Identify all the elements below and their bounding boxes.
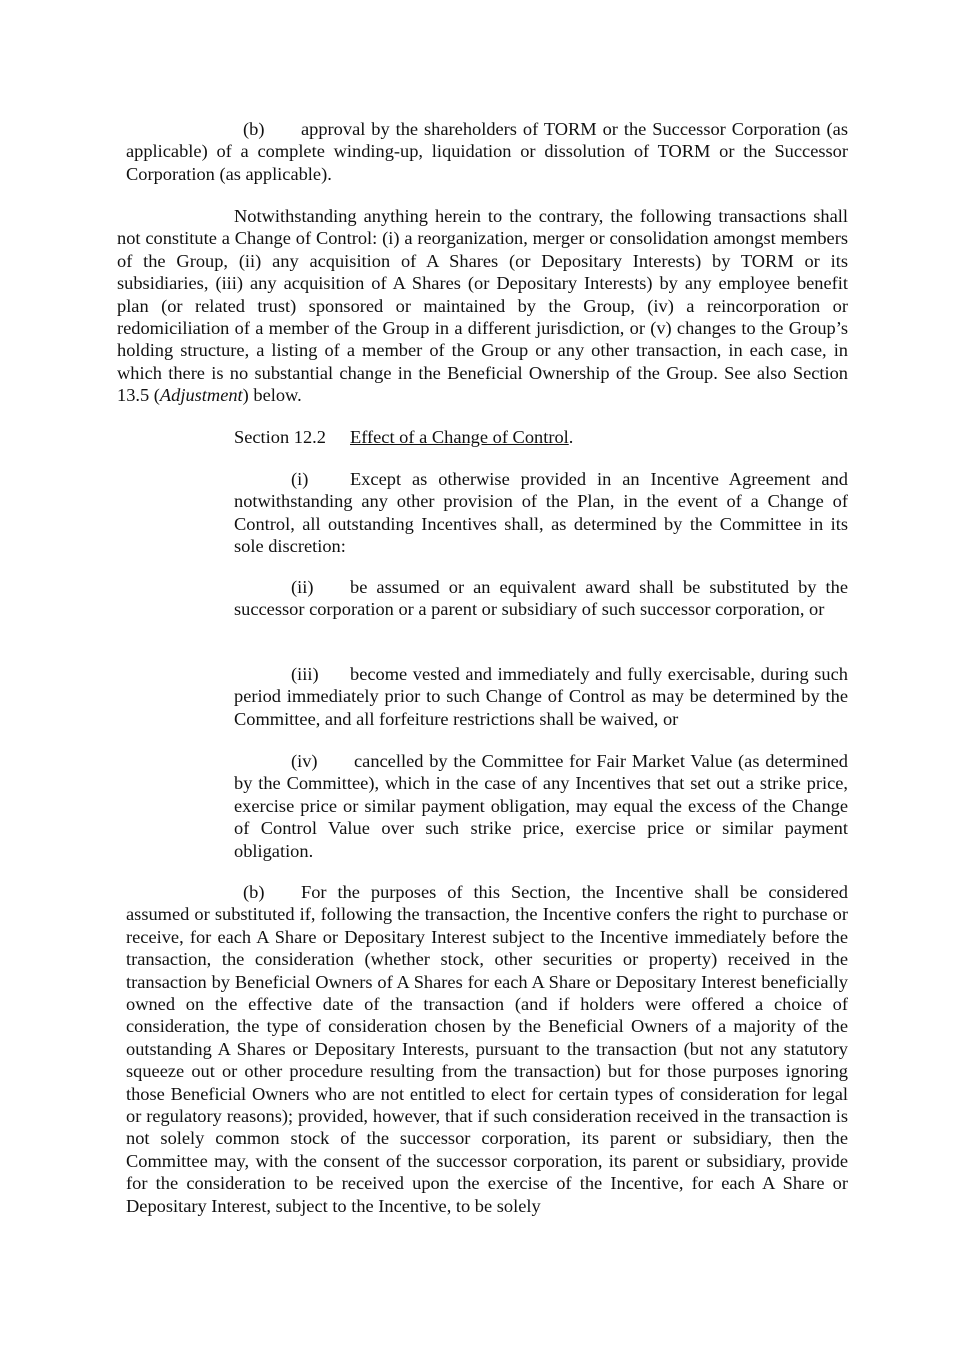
paragraph-notwithstanding (117, 205, 848, 407)
item-label: (iii) (291, 664, 319, 684)
item-iii (234, 663, 848, 730)
item-label: (i) (291, 469, 309, 489)
item-label: (ii) (291, 577, 314, 597)
paragraph-b-purposes (126, 881, 848, 1217)
section-title: Effect of a Change of Control (350, 427, 569, 447)
paragraph-text: approval by the shareholders of TORM or the Successor Corporation (as applicable) of a complete winding-up, liquidation or dissolution of TORM or the Successor Corporation (as applicable). (126, 119, 848, 184)
item-text: be assumed or an equivalent award shall be substituted by the successor corporation or a parent or subsidiary of such successor corporation, or (234, 577, 848, 620)
item-text: Except as otherwise provided in an Incentive Agreement and notwithstanding any other provision of the Plan, in the event of a Change of Control, all outstanding Incentives shall, as determined by the Committee in its sole discretion: (234, 469, 848, 557)
paragraph-label: (b) (243, 882, 265, 902)
adjustment-reference: Adjustment (159, 385, 243, 406)
item-iv (234, 750, 848, 862)
section-title-end: . (568, 427, 574, 447)
paragraph-text: For the purposes of this Section, the Incentive shall be considered assumed or substituted if, following the transaction, the Incentive confers the right to purchase or receive, for each A Share or Depositary Interest subject to the Incentive immediately before the transaction, the consideration (whether stock, other securities or property) received in the transaction by Beneficial Owners of A Shares for each A Share or Depositary Interest beneficially owned on the effective date of the transaction (and if holders were offered a choice of consideration, the type of consideration chosen by the Beneficial Owners of a majority of the outstanding A Shares or Depositary Interests, pursuant to the transaction (but not any statutory squeeze out or other procedure resulting from the transaction) but for those purposes ignoring those Beneficial Owners who are not entitled to elect for certain types of consideration for legal or regulatory reasons); provided, however, that if such consideration received in the transaction is not solely common stock of the successor corporation, its parent or subsidiary, then the Committee may, with the consent of the successor corporation, its parent or subsidiary, provide for the consideration to be received upon the exercise of the Incentive, for each A Share or Depositary Interest, subject to the Incentive, to be solely (126, 882, 848, 1216)
paragraph-b-approval (126, 118, 848, 185)
paragraph-label: (b) (243, 119, 265, 139)
section-number: Section 12.2 (234, 427, 326, 447)
paragraph-text-end: ) below. (242, 385, 302, 406)
item-text: become vested and immediately and fully exercisable, during such period immediately prior to such Change of Control as may be determined by the Committee, and all forfeiture restrictions shall be waived, or (234, 664, 848, 729)
item-text: cancelled by the Committee for Fair Market Value (as determined by the Committee), which in the case of any Incentives that set out a strike price, exercise price or similar payment obligation, may equal the excess of the Change of Control Value over such strike price, exercise price or similar payment obligation. (234, 751, 848, 861)
item-i (234, 468, 848, 558)
item-label: (iv) (291, 751, 318, 771)
item-ii (234, 576, 848, 621)
paragraph-text: Notwithstanding anything herein to the contrary, the following transactions shall not constitute a Change of Control: (i) a reorganization, merger or consolidation amongst members of the Group, (ii) any acquisition of A Shares (or Depositary Interests) by TORM or its subsidiaries, (iii) any acquisition of A Shares (or Depositary Interests) by any employee benefit plan (or related trust) sponsored or maintained by the Group, (iv) a reincorporation or redomiciliation of a member of the Group in a different jurisdiction, or (v) changes to the Group’s holding structure, a listing of a member of the Group or any other transaction, in each case, in which there is no substantial change in the Beneficial Ownership of the Group. See also Section 13.5 ( (117, 206, 848, 406)
section-heading (234, 426, 848, 448)
